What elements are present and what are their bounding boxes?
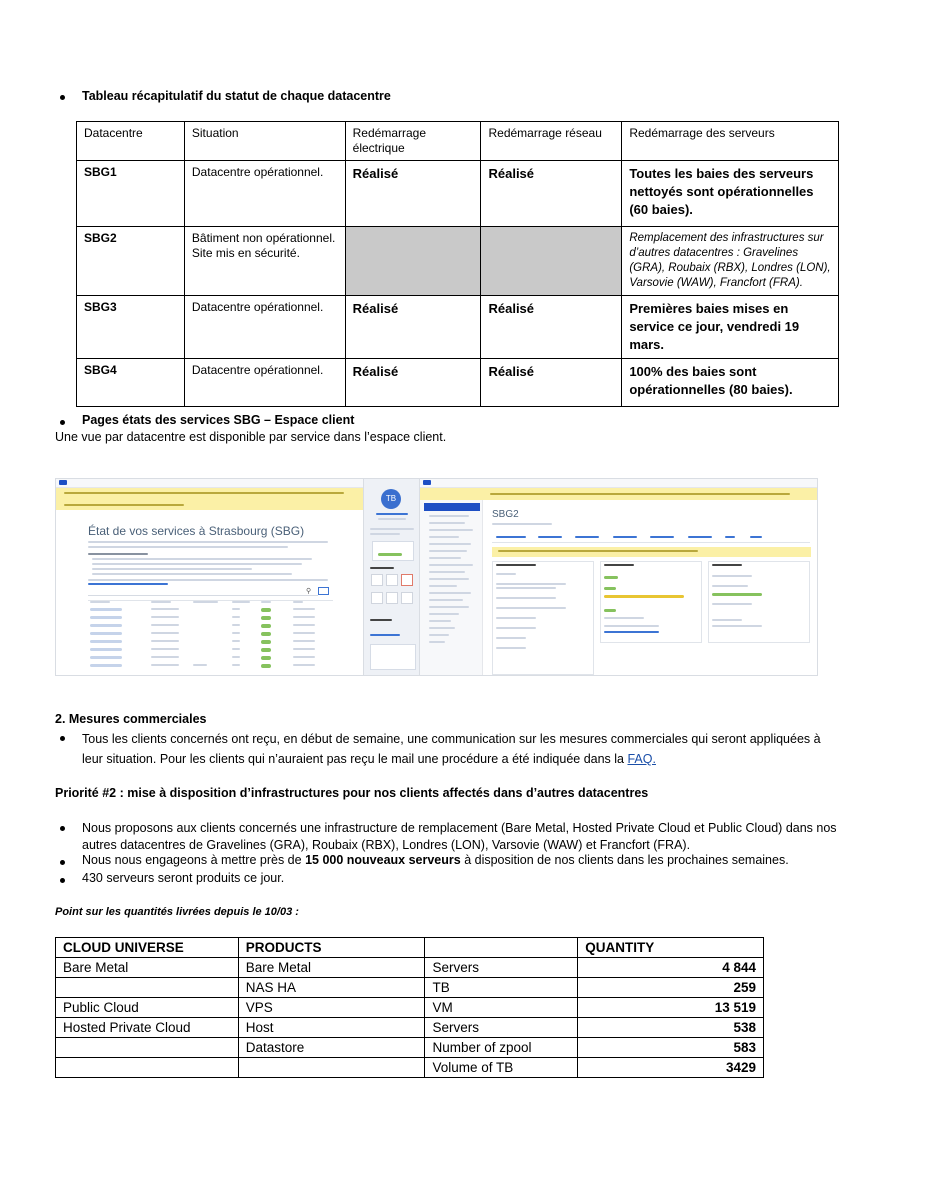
shortcut-icon[interactable] bbox=[401, 592, 413, 604]
situation-cell: Datacentre opérationnel. bbox=[184, 161, 345, 227]
header-cell: QUANTITY bbox=[578, 938, 764, 958]
bullet-today: 430 serveurs seront produits ce jour. bbox=[82, 871, 285, 885]
unit-cell: Number of zpool bbox=[425, 1038, 578, 1058]
table-row bbox=[56, 998, 764, 1018]
paragraph-commercial bbox=[82, 729, 842, 769]
dc-cell: SBG4 bbox=[77, 359, 185, 407]
bullet-replacement: Nous proposons aux clients concernés une infrastructure de remplacement (Bare Metal, Hosted Private Cloud et Public Cloud) dans nos autres datacentres de Gravelines (GRA), Roubaix (RBX), Londres (LON), Varsovie (WAW) et Francfort (FRA). bbox=[82, 821, 837, 852]
screenshot-account-panel bbox=[363, 478, 421, 676]
quantity-cell: 583 bbox=[578, 1038, 764, 1058]
priority-heading: Priorité #2 : mise à disposition d’infrastructures pour nos clients affectés dans d’autres datacentres bbox=[55, 786, 649, 800]
filter-input[interactable] bbox=[88, 590, 318, 596]
section-heading-commercial: 2. Mesures commerciales bbox=[55, 712, 207, 726]
quantities-table bbox=[55, 937, 764, 1078]
bullet-servers bbox=[82, 853, 872, 867]
bullet-dot bbox=[60, 826, 65, 831]
universe-cell bbox=[56, 1058, 239, 1078]
header-cell: PRODUCTS bbox=[238, 938, 425, 958]
section-title-status: Tableau récapitulatif du statut de chaque datacentre bbox=[82, 89, 391, 103]
bullet-dot bbox=[60, 95, 65, 100]
elec-cell-empty bbox=[345, 227, 481, 296]
screenshot-strasbourg-services bbox=[55, 478, 365, 676]
ovh-logo-icon bbox=[423, 480, 431, 485]
quantity-cell: 259 bbox=[578, 978, 764, 998]
datacenter-status-table bbox=[76, 121, 839, 407]
quantity-cell: 3429 bbox=[578, 1058, 764, 1078]
situation-cell: Datacentre opérationnel. bbox=[184, 296, 345, 359]
sidebar bbox=[420, 500, 483, 675]
unit-cell: VM bbox=[425, 998, 578, 1018]
universe-cell: Hosted Private Cloud bbox=[56, 1018, 239, 1038]
dc-cell: SBG2 bbox=[77, 227, 185, 296]
support-level-card bbox=[372, 541, 414, 561]
commercial-text: Tous les clients concernés ont reçu, en début de semaine, une communication sur les mesures commerciales qui seront appliquées à leur situation. Pour les clients qui n’auraient pas reçu le mail une procédure a été indiquée dans la bbox=[82, 732, 821, 766]
product-cell: Host bbox=[238, 1018, 425, 1038]
bullet-dot bbox=[60, 736, 65, 741]
dc-cell: SBG3 bbox=[77, 296, 185, 359]
table-row bbox=[56, 978, 764, 998]
section-title-pages: Pages états des services SBG – Espace client bbox=[82, 413, 355, 427]
bullet-dot bbox=[60, 860, 65, 865]
filter-button[interactable] bbox=[318, 587, 329, 595]
universe-cell: Public Cloud bbox=[56, 998, 239, 1018]
table-row bbox=[77, 227, 839, 296]
unit-cell: TB bbox=[425, 978, 578, 998]
search-icon[interactable]: ⚲ bbox=[306, 588, 312, 595]
table-row bbox=[77, 161, 839, 227]
universe-cell bbox=[56, 1038, 239, 1058]
table-header-row bbox=[56, 938, 764, 958]
quantities-caption: Point sur les quantités livrées depuis le 10/03 : bbox=[55, 906, 299, 918]
header-cell bbox=[425, 938, 578, 958]
situation-cell: Datacentre opérationnel. bbox=[184, 359, 345, 407]
screenshot-sbg2-service bbox=[419, 478, 818, 676]
quantity-cell: 4 844 bbox=[578, 958, 764, 978]
sidebar-item-active[interactable] bbox=[424, 503, 480, 511]
table-header: Redémarrage réseau bbox=[481, 122, 622, 161]
table-header: Situation bbox=[184, 122, 345, 161]
net-cell-empty bbox=[481, 227, 622, 296]
product-cell bbox=[238, 1058, 425, 1078]
section-text-pages: Une vue par datacentre est disponible par service dans l’espace client. bbox=[55, 430, 447, 444]
quantity-cell: 538 bbox=[578, 1018, 764, 1038]
elec-cell: Réalisé bbox=[345, 161, 481, 227]
text-fragment: à disposition de nos clients dans les prochaines semaines. bbox=[460, 853, 789, 867]
info-banner bbox=[492, 547, 811, 557]
servers-cell: 100% des baies sont opérationnelles (80 baies). bbox=[622, 359, 839, 407]
ovh-logo-icon bbox=[59, 480, 67, 485]
bullet-dot bbox=[60, 878, 65, 883]
table-header: Redémarrage des serveurs bbox=[622, 122, 839, 161]
situation-cell: Bâtiment non opérationnel. Site mis en sécurité. bbox=[184, 227, 345, 296]
shortcut-icon[interactable] bbox=[371, 574, 383, 586]
net-cell: Réalisé bbox=[481, 296, 622, 359]
service-title: SBG2 bbox=[492, 509, 519, 520]
unit-cell: Servers bbox=[425, 958, 578, 978]
product-cell: NAS HA bbox=[238, 978, 425, 998]
bold-fragment: 15 000 nouveaux serveurs bbox=[305, 853, 461, 867]
servers-cell: Toutes les baies des serveurs nettoyés sont opérationnelles (60 baies). bbox=[622, 161, 839, 227]
universe-cell bbox=[56, 978, 239, 998]
unit-cell: Volume of TB bbox=[425, 1058, 578, 1078]
shortcut-icon[interactable] bbox=[386, 592, 398, 604]
product-cell: Datastore bbox=[238, 1038, 425, 1058]
subscription-card bbox=[708, 561, 810, 643]
net-cell: Réalisé bbox=[481, 359, 622, 407]
servers-cell: Premières baies mises en service ce jour, vendredi 19 mars. bbox=[622, 296, 839, 359]
product-cell: Bare Metal bbox=[238, 958, 425, 978]
table-header: Redémarrage électrique bbox=[345, 122, 481, 161]
table-row bbox=[56, 1018, 764, 1038]
faq-link[interactable]: FAQ. bbox=[627, 752, 656, 766]
table-row bbox=[56, 1038, 764, 1058]
table-row bbox=[77, 296, 839, 359]
shortcut-icon[interactable] bbox=[371, 592, 383, 604]
servers-cell: Remplacement des infrastructures sur d’autres datacentres : Gravelines (GRA), Roubaix (RBX), Londres (LON), Varsovie (WAW), Francfort (FRA). bbox=[622, 227, 839, 296]
text-fragment: Nous nous engageons à mettre près de bbox=[82, 853, 306, 867]
universe-cell: Bare Metal bbox=[56, 958, 239, 978]
quantity-cell: 13 519 bbox=[578, 998, 764, 1018]
table-row bbox=[77, 359, 839, 407]
top-nav-bar bbox=[56, 479, 364, 488]
table-header: Datacentre bbox=[77, 122, 185, 161]
elec-cell: Réalisé bbox=[345, 296, 481, 359]
shortcut-icon[interactable] bbox=[401, 574, 413, 586]
top-nav-bar bbox=[420, 479, 817, 488]
elec-cell: Réalisé bbox=[345, 359, 481, 407]
net-cell: Réalisé bbox=[481, 161, 622, 227]
shortcut-icon[interactable] bbox=[386, 574, 398, 586]
bullet-dot bbox=[60, 420, 65, 425]
page-title: État de vos services à Strasbourg (SBG) bbox=[88, 524, 305, 538]
product-cell: VPS bbox=[238, 998, 425, 1018]
table-row bbox=[56, 958, 764, 978]
table-row bbox=[56, 1058, 764, 1078]
unit-cell: Servers bbox=[425, 1018, 578, 1038]
avatar: TB bbox=[381, 489, 401, 509]
services-table bbox=[88, 600, 333, 672]
header-cell: CLOUD UNIVERSE bbox=[56, 938, 239, 958]
info-card bbox=[370, 644, 416, 670]
dc-cell: SBG1 bbox=[77, 161, 185, 227]
